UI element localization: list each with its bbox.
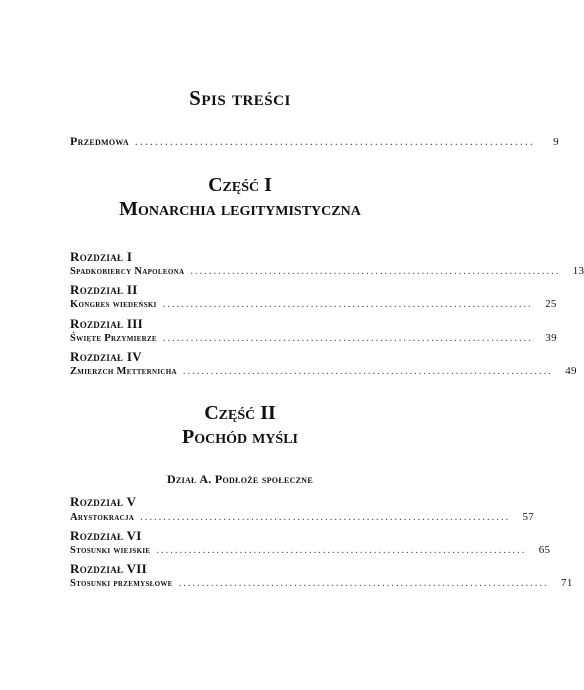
- section-heading: Dział A. Podłoże społeczne: [166, 472, 314, 486]
- toc-entry[interactable]: [70, 544, 551, 556]
- toc-entry-preface[interactable]: [70, 134, 559, 149]
- chapter-number: Rozdział I: [70, 249, 133, 264]
- chapter-number: Rozdział II: [70, 282, 138, 297]
- leader-dots: ................................................................................: [190, 266, 561, 277]
- part-heading: Część I: [208, 174, 272, 196]
- page-number: 9: [553, 136, 559, 148]
- chapter-number: Rozdział V: [70, 494, 137, 509]
- entry-label: Arystokracja: [70, 512, 135, 523]
- leader-dots: ................................................................................: [162, 333, 533, 344]
- toc-entry[interactable]: [70, 577, 573, 589]
- entry-label: Przedmowa: [70, 134, 129, 148]
- page-number: 25: [545, 298, 557, 310]
- entry-label: Święte Przymierze: [70, 333, 157, 344]
- toc-entry[interactable]: [70, 365, 577, 377]
- leader-dots: ................................................................................: [182, 366, 553, 377]
- entry-label: Zmierzch Metternicha: [70, 366, 177, 377]
- part-title: Monarchia legitymistyczna: [119, 198, 361, 220]
- toc-entry[interactable]: [70, 511, 535, 523]
- entry-label: Stosunki przemysłowe: [70, 578, 173, 589]
- chapter-number: Rozdział VII: [70, 561, 148, 576]
- chapter-number: Rozdział III: [70, 316, 143, 331]
- page-number: 49: [565, 365, 577, 377]
- part-heading: Część II: [204, 402, 276, 424]
- toc-entry[interactable]: [70, 332, 557, 344]
- toc-entry[interactable]: [70, 265, 584, 277]
- entry-label: Stosunki wiejskie: [70, 545, 151, 556]
- leader-dots: ................................................................................: [162, 299, 533, 310]
- leader-dots: ................................................................................: [140, 512, 511, 523]
- toc-entry[interactable]: [70, 298, 557, 310]
- leader-dots: ................................................................................: [178, 578, 549, 589]
- entry-label: Kongres wiedeński: [70, 299, 157, 310]
- toc-title: Spis treści: [189, 86, 291, 110]
- part-title: Pochód myśli: [181, 426, 298, 448]
- page-number: 65: [538, 544, 551, 556]
- page-number: 57: [522, 511, 535, 523]
- page-number: 71: [561, 577, 573, 589]
- page-number: 13: [572, 265, 584, 277]
- chapter-number: Rozdział IV: [70, 349, 142, 364]
- chapter-number: Rozdział VI: [70, 528, 142, 543]
- page-number: 39: [545, 332, 557, 344]
- entry-label: Spadkobiercy Napoleona: [70, 266, 185, 277]
- leader-dots: ................................................................................: [156, 545, 527, 556]
- leader-dots: ................................................................................: [134, 134, 535, 148]
